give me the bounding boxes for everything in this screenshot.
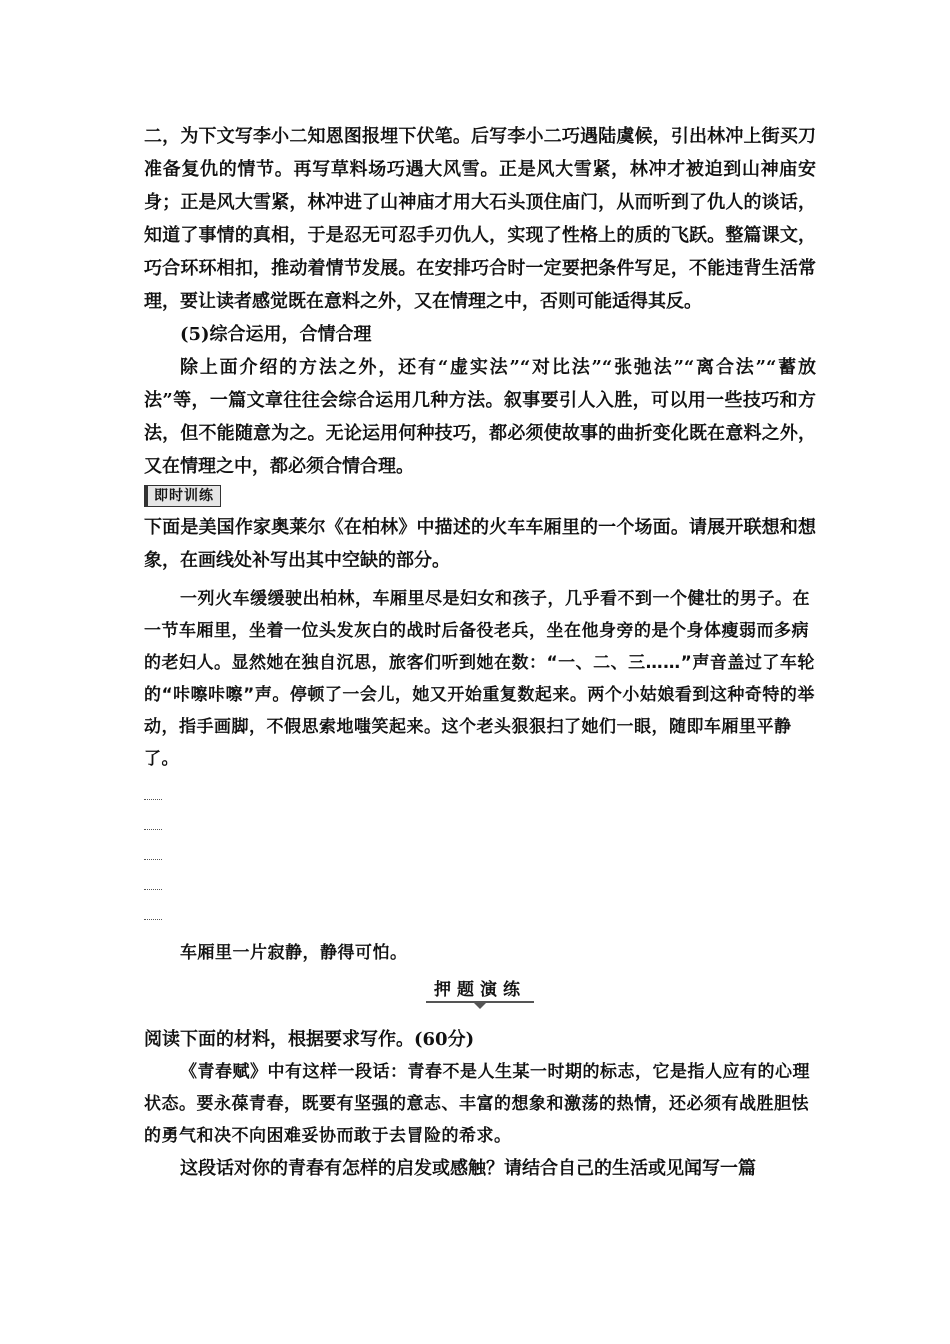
fill-in-line[interactable]: [144, 903, 816, 933]
story-ending: 车厢里一片寂静，静得可怕。: [180, 943, 408, 963]
fill-in-lines: [144, 783, 816, 933]
triangle-down-icon: [472, 1001, 488, 1009]
section-title-text: 押题演练: [426, 979, 534, 1003]
material-quote: 《青春赋》中有这样一段话：青春不是人生某一时期的标志，它是指人应有的心理状态。要永葆青春，既要有坚强的意志、丰富的想象和激荡的热情，还必须有战胜胆怯的勇气和决不向困难妥协而敢于去冒险的希求。: [144, 1062, 810, 1146]
fill-in-line[interactable]: [144, 783, 816, 813]
method5-heading: (5)综合运用，合情合理: [180, 324, 372, 345]
section-title: [144, 979, 816, 1009]
method5-body: 除上面介绍的方法之外，还有“虚实法”“对比法”“张弛法”“离合法”“蓄放法”等，一篇文章往往会综合运用几种方法。叙事要引人入胜，可以用一些技巧和方法，但不能随意为之。无论运用何种技巧，都必须使故事的曲折变化既在意料之外，又在情理之中，都必须合情合理。: [144, 357, 816, 477]
writing-task: 这段话对你的青春有怎样的启发或感触？请结合自己的生活或见闻写一篇: [180, 1158, 756, 1179]
fill-in-line[interactable]: [144, 843, 816, 873]
story-excerpt: 一列火车缓缓驶出柏林，车厢里尽是妇女和孩子，几乎看不到一个健壮的男子。在一节车厢里，坐着一位头发灰白的战时后备役老兵，坐在他身旁的是个身体瘦弱而多病的老妇人。显然她在独自沉思，旅客们听到她在数：“一、二、三……”声音盖过了车轮的“咔嚓咔嚓”声。停顿了一会儿，她又开始重复数起来。两个小姑娘看到这种奇特的举动，指手画脚，不假思索地嗤笑起来。这个老头狠狠扫了她们一眼，随即车厢里平静了。: [144, 589, 815, 769]
writing-prompt: 阅读下面的材料，根据要求写作。(60分): [144, 1029, 475, 1050]
fill-in-line[interactable]: [144, 873, 816, 903]
fill-in-line[interactable]: [144, 813, 816, 843]
practice-tag: 即时训练: [144, 485, 221, 507]
practice-prompt: 下面是美国作家奥莱尔《在柏林》中描述的火车车厢里的一个场面。请展开联想和想象，在画线处补写出其中空缺的部分。: [144, 517, 816, 571]
paragraph-coincidence: 二，为下文写李小二知恩图报埋下伏笔。后写李小二巧遇陆虞候，引出林冲上街买刀准备复仇的情节。再写草料场巧遇大风雪。正是风大雪紧，林冲才被迫到山神庙安身；正是风大雪紧，林冲进了山神庙才用大石头顶住庙门，从而听到了仇人的谈话，知道了事情的真相，于是忍无可忍手刃仇人，实现了性格上的质的飞跃。整篇课文，巧合环环相扣，推动着情节发展。在安排巧合时一定要把条件写足，不能违背生活常理，要让读者感觉既在意料之外，又在情理之中，否则可能适得其反。: [144, 126, 816, 312]
document-page: [144, 120, 816, 1185]
